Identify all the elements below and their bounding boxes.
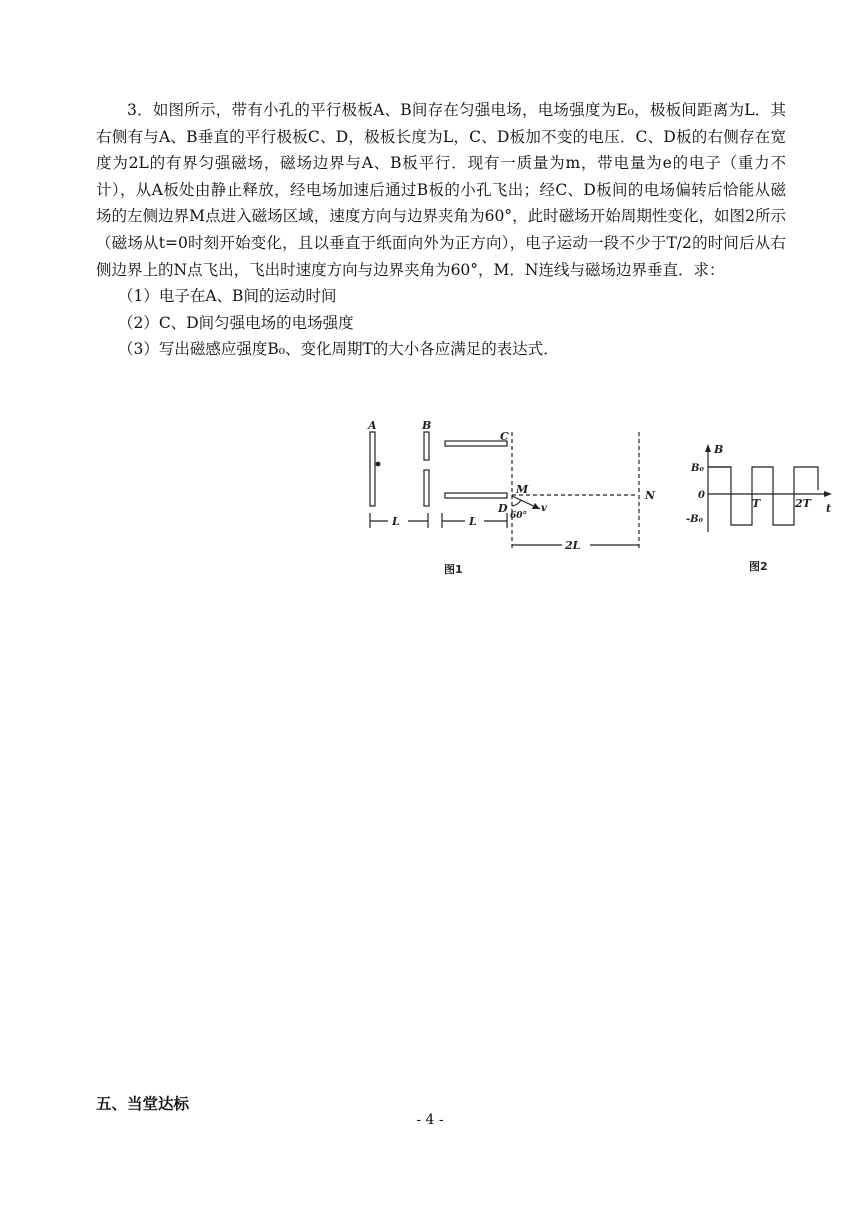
figure-1-caption: 图1	[444, 563, 463, 576]
figure-2	[705, 444, 832, 532]
page-number: - 4 -	[416, 1112, 444, 1128]
label-a: A	[368, 419, 377, 432]
label-zero: 0	[698, 490, 705, 501]
angle-arc	[512, 500, 521, 506]
question-3: （3）写出磁感应强度B₀、变化周期T的大小各应满足的表达式．	[118, 340, 559, 359]
plate-c	[445, 441, 507, 446]
plate-a	[370, 432, 375, 506]
figure-1	[370, 432, 639, 550]
label-b0: B₀	[691, 463, 704, 474]
t-axis-arrow	[824, 491, 832, 497]
label-t-period: T	[752, 497, 761, 510]
section-heading: 五、当堂达标	[96, 1095, 190, 1113]
plate-b-bottom	[424, 470, 429, 506]
label-c: C	[500, 430, 509, 443]
label-b: B	[422, 419, 432, 432]
square-wave	[708, 467, 818, 525]
plate-b-top	[424, 432, 429, 460]
label-m: M	[516, 483, 529, 496]
label-l1: L	[392, 515, 400, 528]
plate-d	[445, 493, 507, 498]
figures	[0, 0, 860, 600]
label-v: v	[541, 503, 547, 514]
label-neg-b0: -B₀	[686, 514, 703, 525]
question-1: （1）电子在A、B间的运动时间	[118, 287, 337, 306]
figure-2-caption: 图2	[749, 560, 768, 573]
label-2l: 2L	[565, 539, 581, 552]
label-angle: 60°	[510, 511, 528, 521]
label-b-axis: B	[714, 443, 724, 456]
electron-dot	[376, 462, 380, 466]
b-axis-arrow	[705, 444, 711, 452]
label-l2: L	[469, 515, 477, 528]
problem-statement: 3．如图所示，带有小孔的平行极板A、B间存在匀强电场，电场强度为E₀，极板间距离为L．其右侧有与A、B垂直的平行极板C、D，极板长度为L，C、D板加不变的电压．C、D板的右侧存在宽度为2L的有界匀强磁场，磁场边界与A、B板平行．现有一质量为m，带电量为e的电子（重力不计），从A板处由静止释放，经电场加速后通过B板的小孔飞出；经C、D板间的电场偏转后恰能从磁场的左侧边界M点进入磁场区域，速度方向与边界夹角为60°，此时磁场开始周期性变化，如图2所示（磁场从t=0时刻开始变化，且以垂直于纸面向外为正方向），电子运动一段不少于T/2的时间后从右侧边界上的N点飞出，飞出时速度方向与边界夹角为60°，M．N连线与磁场边界垂直．求：	[96, 101, 786, 279]
label-2t: 2T	[795, 497, 811, 510]
label-t-axis: t	[826, 502, 832, 515]
question-2: （2）C、D间匀强电场的电场强度	[118, 313, 354, 332]
label-d: D	[498, 502, 508, 515]
label-n: N	[645, 489, 656, 502]
